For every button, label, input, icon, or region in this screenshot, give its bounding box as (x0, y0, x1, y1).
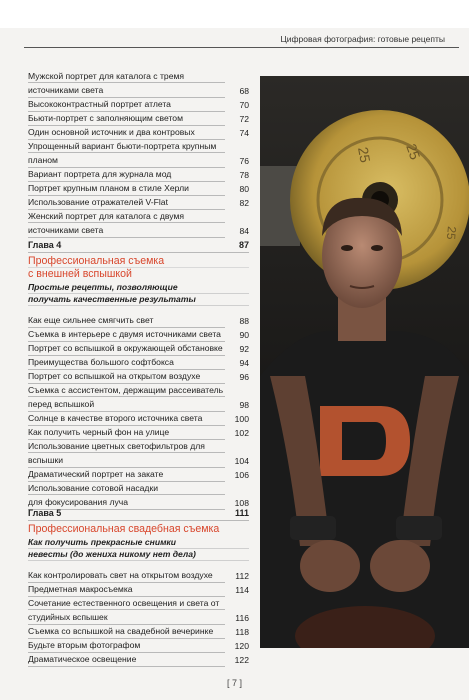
toc-entry (28, 168, 249, 182)
chapter-4-subtitle-line: получать качественные результаты (28, 294, 249, 306)
toc-entry-page: 88 (239, 316, 249, 326)
toc-entry-title-line: перед вспышкой (28, 396, 225, 409)
toc-entry-title-line: студийных вспышек (28, 609, 225, 622)
toc-entry (28, 126, 249, 140)
toc-entry-title (28, 98, 225, 112)
toc-entry-title (28, 426, 225, 440)
toc-entry-title (28, 356, 225, 370)
toc-entry-title-line: Высококонтрастный портрет атлета (28, 99, 171, 109)
toc-entry (28, 210, 249, 238)
right-hand (370, 540, 430, 592)
toc-entry-page: 118 (235, 627, 249, 637)
toc-entry (28, 426, 249, 440)
running-header: Цифровая фотография: готовые рецепты (280, 34, 445, 44)
toc-entry-title (28, 384, 225, 412)
chapter-4-title-line: Профессиональная съемка (28, 255, 165, 267)
toc-entry (28, 482, 249, 510)
toc-entry (28, 314, 249, 328)
toc-entry (28, 625, 249, 639)
toc-entry (28, 140, 249, 168)
toc-entry (28, 356, 249, 370)
plate-number: 25 (355, 145, 374, 164)
left-eye (341, 245, 353, 251)
toc-entry-page: 102 (234, 428, 249, 438)
toc-entry-title-line: Использование сотовой насадки (28, 483, 159, 493)
toc-entry (28, 597, 249, 625)
toc-entry (28, 370, 249, 384)
toc-entry-page: 122 (234, 655, 249, 665)
toc-entry-page: 82 (239, 198, 249, 208)
toc-entry-title (28, 196, 225, 210)
toc-entry-title-line: Съемка со вспышкой на свадебной вечеринке (28, 626, 214, 636)
page-number: [ 7 ] (226, 678, 242, 688)
chapter-5-page: 111 (234, 508, 249, 518)
chapter-4-title (28, 255, 249, 280)
toc-entry-title (28, 597, 225, 625)
toc-entry-title-line: источниками света (28, 82, 225, 95)
toc-entry (28, 412, 249, 426)
toc-entry-page: 76 (239, 156, 249, 166)
toc-entry-title-line: Будьте вторым фотографом (28, 640, 141, 650)
toc-entry-title-line: Преимущества большого софтбокса (28, 357, 174, 367)
toc-entry (28, 653, 249, 667)
toc-top-section (28, 70, 249, 238)
toc-entry-title (28, 412, 225, 426)
toc-entry-title (28, 168, 225, 182)
athlete-illustration (260, 76, 469, 648)
toc-entry-page: 90 (239, 330, 249, 340)
toc-entry-page: 106 (234, 470, 249, 480)
toc-entry (28, 196, 249, 210)
toc-entry-page: 84 (239, 226, 249, 236)
toc-entry-title (28, 182, 225, 196)
toc-entry-title-line: Драматическое освещение (28, 654, 137, 664)
toc-entry (28, 440, 249, 468)
toc-entry-title-line: Портрет со вспышкой в окружающей обстановке (28, 343, 223, 353)
toc-entry-page: 96 (239, 372, 249, 382)
toc-entry-page: 72 (239, 114, 249, 124)
chapter-5-title (28, 523, 249, 535)
chapter-5-subtitle-line: Как получить прекрасные снимки (28, 537, 249, 549)
toc-entry-title-line: Сочетание естественного освещения и света от (28, 598, 220, 608)
toc-entry-page: 78 (239, 170, 249, 180)
toc-entry-title-line: для фокусирования луча (28, 494, 225, 507)
toc-entry (28, 98, 249, 112)
toc-entry (28, 583, 249, 597)
toc-entry-page: 80 (239, 184, 249, 194)
toc-entry (28, 468, 249, 482)
toc-entry-title-line: Предметная макросъемка (28, 584, 133, 594)
toc-entry-title-line: Женский портрет для каталога с двумя (28, 211, 185, 221)
toc-entry-title-line: Упрощенный вариант бьюти-портрета крупным (28, 141, 217, 151)
toc-entry (28, 639, 249, 653)
toc-entry-title (28, 70, 225, 98)
toc-entry-title (28, 639, 225, 653)
toc-entry-page: 74 (239, 128, 249, 138)
toc-entry-title-line: Использование отражателей V-Flat (28, 197, 168, 207)
toc-entry (28, 182, 249, 196)
toc-entry-page: 114 (235, 585, 249, 595)
top-margin (0, 0, 469, 28)
toc-entry-title (28, 440, 225, 468)
toc-entry-title-line: Солнце в качестве второго источника света (28, 413, 203, 423)
chapter-5-title-line: Профессиональная свадебная съемка (28, 523, 220, 535)
chapter-4-entries (28, 314, 249, 510)
chapter-4-title-line: с внешней вспышкой (28, 267, 249, 280)
toc-entry-title (28, 328, 225, 342)
chapter-4-page: 87 (238, 240, 249, 250)
left-hand (300, 540, 360, 592)
toc-entry (28, 569, 249, 583)
chapter-5-section (28, 508, 249, 667)
toc-entry-title (28, 482, 225, 510)
right-wrist-wrap (396, 516, 442, 540)
chapter-5-entries (28, 569, 249, 667)
toc-entry (28, 328, 249, 342)
toc-entry-title-line: Бьюти-портрет с заполняющим светом (28, 113, 183, 123)
toc-entry-page: 70 (239, 100, 249, 110)
toc-entry-title-line: Как контролировать свет на открытом воздухе (28, 570, 213, 580)
toc-entry-title (28, 112, 225, 126)
toc-entry-title-line: Один основной источник и два контровых (28, 127, 195, 137)
chapter-5-label: Глава 5 (28, 508, 62, 518)
toc-entry-title (28, 625, 225, 639)
chapter-5-subtitle-line: невесты (до жениха никому нет дела) (28, 549, 249, 561)
toc-entry-title (28, 569, 225, 583)
toc-entry-title (28, 370, 225, 384)
toc-entry-title-line: Мужской портрет для каталога с тремя (28, 71, 185, 81)
chapter-4-subtitle-line: Простые рецепты, позволяющие (28, 282, 249, 294)
toc-entry-page: 98 (239, 400, 249, 410)
plate-number: 25 (403, 141, 424, 162)
chapter-4-label: Глава 4 (28, 240, 62, 250)
toc-entry-page: 104 (234, 456, 249, 466)
toc-entry-title (28, 583, 225, 597)
toc-entry-title-line: Как получить черный фон на улице (28, 427, 170, 437)
toc-entry-page: 116 (235, 613, 249, 623)
toc-entry-title (28, 468, 225, 482)
toc-entry-page: 108 (234, 498, 249, 508)
toc-entry-title-line: Как еще сильнее смягчить свет (28, 315, 154, 325)
toc-entry-title-line: источниками света (28, 222, 225, 235)
toc-entry-page: 68 (239, 86, 249, 96)
plate-number: 25 (443, 225, 459, 241)
toc-entry-title-line: планом (28, 152, 225, 165)
chapter-4-section (28, 240, 249, 510)
chapter-5-header (28, 508, 249, 521)
toc-entry-title-line: Драматический портрет на закате (28, 469, 164, 479)
toc-entry-title-line: Портрет крупным планом в стиле Херли (28, 183, 189, 193)
toc-entry-title (28, 314, 225, 328)
toc-entry-title (28, 342, 225, 356)
header-rule (24, 47, 459, 48)
toc-entry-title (28, 653, 225, 667)
left-wrist-wrap (290, 516, 336, 540)
athlete-photo (260, 76, 469, 648)
toc-entry-title-line: Съемка с ассистентом, держащим рассеиватель (28, 385, 224, 395)
toc-entry (28, 112, 249, 126)
toc-entry-page: 100 (234, 414, 249, 424)
toc-entry-title-line: вспышки (28, 452, 225, 465)
toc-entry-page: 112 (235, 571, 249, 581)
toc-entry-title-line: Съемка в интерьере с двумя источниками света (28, 329, 221, 339)
right-eye (371, 245, 383, 251)
chapter-4-subtitle (28, 282, 249, 306)
toc-entry-title (28, 126, 225, 140)
toc-entry-page: 94 (239, 358, 249, 368)
toc-entry-page: 92 (239, 344, 249, 354)
toc-entry (28, 342, 249, 356)
toc-entry (28, 70, 249, 98)
chapter-5-subtitle (28, 537, 249, 561)
toc-entry-page: 120 (234, 641, 249, 651)
toc-entry-title-line: Портрет со вспышкой на открытом воздухе (28, 371, 201, 381)
toc-entry-title (28, 210, 225, 238)
toc-entry-title-line: Вариант портрета для журнала мод (28, 169, 172, 179)
toc-entry-title (28, 140, 225, 168)
toc-entry (28, 384, 249, 412)
chapter-4-header (28, 240, 249, 253)
toc-entry-title-line: Использование цветных светофильтров для (28, 441, 205, 451)
